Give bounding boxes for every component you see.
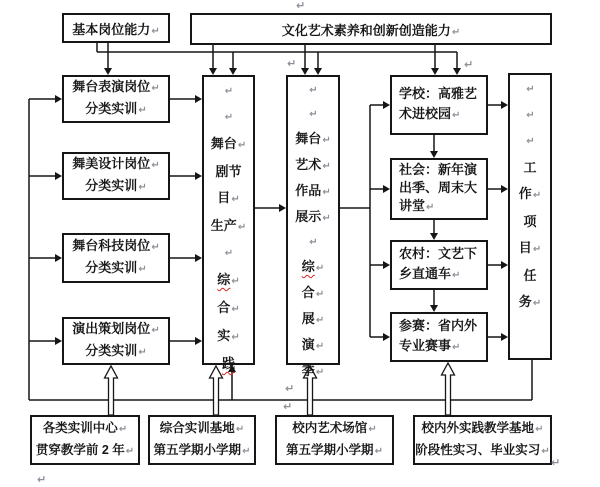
text-line: 艺术↵: [295, 157, 331, 172]
text-line: 各类实训中心↵: [42, 421, 128, 435]
box-campus-art-venues: [275, 415, 394, 465]
text-line: ↵: [309, 109, 318, 120]
text-line: 生产↵: [210, 218, 247, 233]
text-line: 出季、周末大: [399, 180, 478, 195]
box-performance-planning-training: [62, 317, 170, 365]
box-work-project-task: [508, 73, 552, 360]
box-stage-performance-training: [62, 75, 170, 123]
text-line: ↵: [526, 84, 535, 95]
text-line: 季↵: [301, 363, 325, 378]
text-line: 项: [523, 214, 537, 229]
box-training-centers-first-2-years: [30, 415, 140, 465]
pilcrow-icon: ↵: [285, 383, 295, 395]
text-line: 分类实训↵: [85, 178, 147, 193]
text-line: 乡直通车↵: [399, 266, 461, 281]
text-line: 演出策划岗位↵: [72, 321, 160, 336]
box-stage-design-training: [62, 152, 170, 200]
text-line: 舞美设计岗位↵: [72, 156, 160, 171]
text-line: 综合实训基地↵: [159, 421, 245, 435]
box-culture-art-innovation-ability: [190, 13, 552, 45]
text-line: ↵: [526, 136, 535, 147]
text-line: 分类实训↵: [85, 101, 147, 116]
text-line: 目↵: [217, 190, 240, 205]
text-line: 实↵: [217, 328, 240, 343]
text-line: 剧节: [215, 164, 242, 179]
text-line: 专业赛事↵: [399, 338, 461, 353]
box-stage-program-production-practice: [202, 75, 255, 371]
text-line: 综↵: [301, 259, 325, 274]
text-line: 合↵: [217, 300, 240, 315]
text-line: 第五学期小学期↵: [286, 443, 383, 457]
box-stage-technology-training: [62, 233, 170, 283]
text-line: 分类实训↵: [85, 260, 147, 275]
text-line: 舞台↵: [210, 136, 247, 151]
text-line: 校内艺术场馆↵: [292, 421, 377, 435]
text-line: 学校：高雅艺: [399, 86, 478, 101]
pilcrow-icon: ↵: [551, 457, 561, 469]
text-line: 基本岗位能力↵: [72, 21, 160, 37]
box-comprehensive-training-base: [148, 415, 256, 465]
box-society-new-year-season: [390, 158, 488, 220]
box-rural-art-express: [390, 240, 488, 290]
text-line: 校内外实践教学基地↵: [421, 421, 544, 435]
text-line: 社会：新年演: [399, 162, 478, 177]
text-line: ↵: [309, 237, 318, 248]
text-line: 综↵: [217, 272, 240, 287]
text-line: 分类实训↵: [85, 343, 147, 358]
text-line: 展示↵: [295, 209, 331, 224]
text-line: 舞台↵: [295, 131, 331, 146]
text-line: 目↵: [518, 240, 542, 255]
text-line: 贯穿教学前 2 年↵: [35, 443, 135, 457]
text-line: ↵: [309, 85, 318, 96]
hollow-arrows: [105, 363, 455, 415]
text-line: 任: [523, 268, 537, 283]
text-line: ↵: [224, 248, 234, 259]
text-line: ↵: [224, 86, 234, 97]
text-line: 展↵: [301, 311, 325, 326]
text-line: 工: [523, 160, 537, 175]
box-school-elegant-art: [390, 75, 488, 135]
text-line: 务↵: [518, 294, 542, 309]
text-line: 演↵: [301, 337, 325, 352]
pilcrow-icon: ↵: [287, 58, 297, 70]
text-line: 作↵: [518, 186, 542, 201]
text-line: 践: [221, 356, 235, 371]
box-practice-teaching-bases: [413, 415, 552, 465]
text-line: 文化艺术素养和创新创造能力↵: [281, 22, 461, 38]
text-line: 农村：文艺下: [399, 246, 478, 261]
text-line: 合↵: [301, 285, 325, 300]
text-line: 阶段性实习、毕业实习↵: [415, 443, 550, 457]
text-line: 参赛：省内外: [399, 318, 478, 333]
text-line: 术进校园↵: [399, 106, 461, 121]
text-line: 舞台科技岗位↵: [72, 238, 160, 253]
text-line: ↵: [224, 112, 234, 123]
text-line: 第五学期小学期↵: [153, 443, 251, 457]
pilcrow-icon: ↵: [283, 401, 293, 413]
text-line: 舞台表演岗位↵: [72, 79, 160, 94]
box-art-works-exhibition-season: [286, 75, 340, 378]
pilcrow-icon: ↵: [296, 0, 306, 12]
text-line: 讲堂↵: [399, 198, 435, 213]
text-line: 作品↵: [295, 183, 331, 198]
pilcrow-icon: ↵: [37, 474, 47, 486]
pilcrow-icon: ↵: [464, 59, 474, 71]
box-basic-post-ability: [62, 13, 170, 43]
box-competition-events: [390, 312, 488, 362]
text-line: ↵: [526, 110, 535, 121]
